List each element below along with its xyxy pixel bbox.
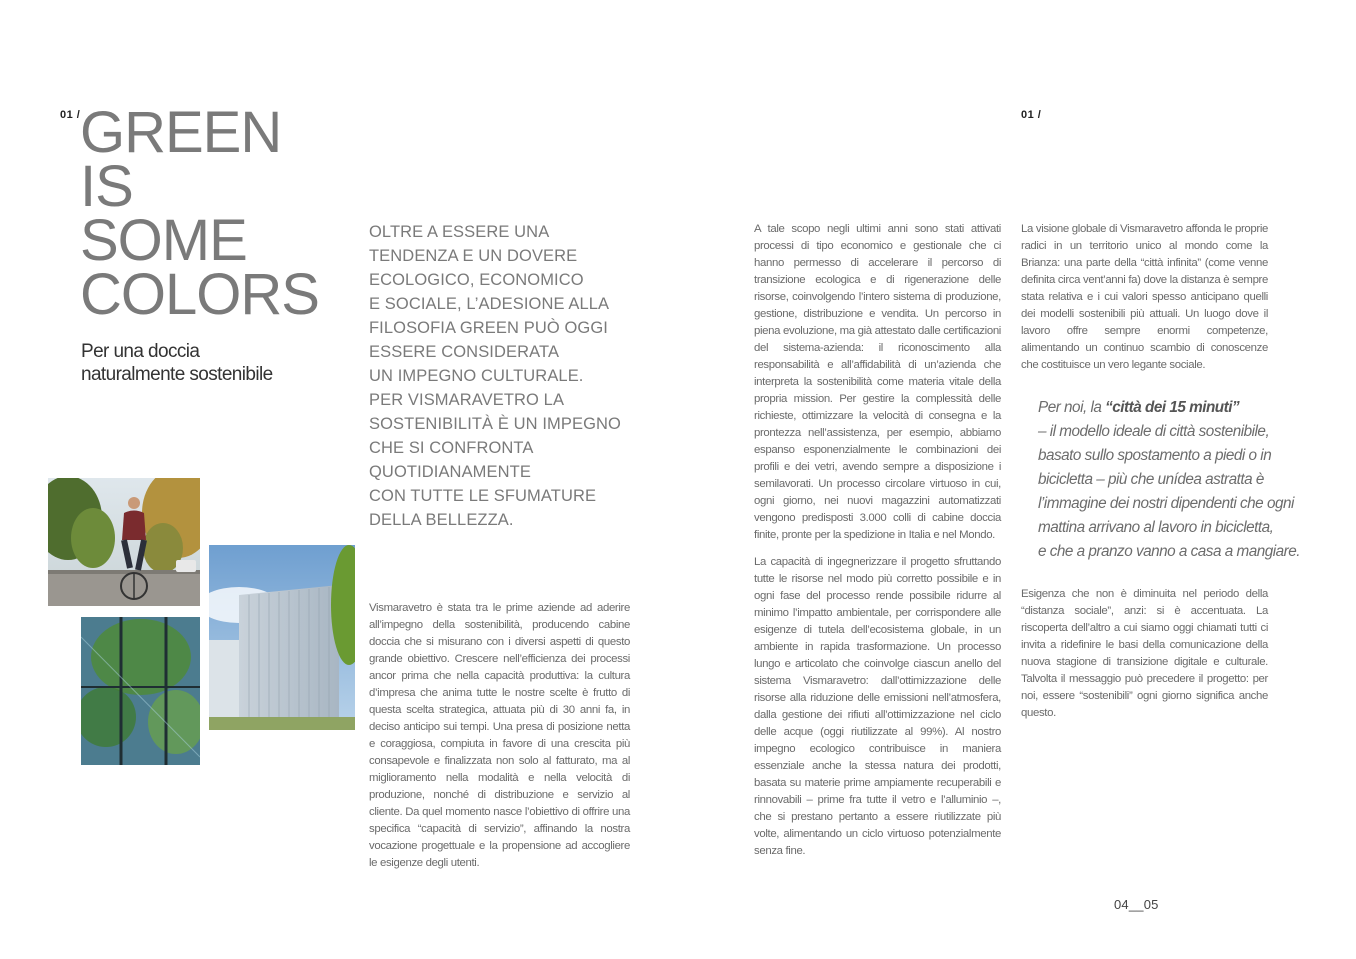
body-paragraph: A tale scopo negli ultimi anni sono stati attivati processi di tipo economico e gestionale che ci hanno permesso di accelerare il percorso di transizione ecologica e di rigenerazione delle risorse, coinvolgendo l’intero sistema di produzione, gestione, distribuzione e vendita. Un percorso in piena evoluzione, ma già attestato dalle certificazioni del sistema-azienda: il riconoscimento alla responsabilità e all’affidabilità di un’azienda che interpreta la sostenibilità come materia vitale della propria mission. Per gestire la complessità delle richieste, ottimizzare la velocità di consegna e la prontezza nell’assistenza, per esempio, abbiamo espanso esponenzialmente le combinazioni dei profili e dei vetri, avendo sempre a disposizione i semilavorati. Un processo circolare virtuoso in cui, ogni giorno, nei nuovi magazzini automatizzati vengono predisposti 3.000 colli di cabine doccia finite, pronte per la spedizione in Italia e nel Mondo.	[754, 223, 1001, 541]
lead-line: ECOLOGICO, ECONOMICO	[369, 271, 584, 289]
section-number-right: 01 /	[1021, 109, 1042, 121]
title-line: COLORS	[80, 262, 319, 327]
section-number-left: 01 /	[60, 109, 81, 121]
title-line: IS	[80, 154, 133, 219]
quote-line	[1038, 396, 1296, 420]
quote-line: basato sullo spostamento a piedi o in	[1038, 447, 1272, 464]
body-paragraph: La visione globale di Vismaravetro affonda le proprie radici in un territorio unico al mondo come la Brianza: una parte della “città infinita” (come venne definita circa vent’anni fa) dove la distanza è sempre stata relativa e i cui valori spesso anticipano quelli dei modelli sostenibili più attuali. Un luogo dove il lavoro offre sempre enormi competenze, alimentando un continuo scambio di conoscenze che costituisce un vero legante sociale.	[1021, 223, 1268, 371]
pull-quote	[1038, 396, 1300, 564]
quote-prefix: Per noi, la	[1038, 399, 1106, 416]
lead-line: QUOTIDIANAMENTE	[369, 463, 531, 481]
lead-line: CON TUTTE LE SFUMATURE	[369, 487, 597, 505]
lead-line: DELLA BELLEZZA.	[369, 511, 514, 529]
body-paragraph: Esigenza che non è diminuita nel periodo della “distanza sociale”, anzi: si è accentuata. La riscoperta dell’altro a cui siamo oggi chiamati tutti ci invita a ridefinire le basi della comunicazione della nuova stagione di transizione digitale e culturale. Talvolta il messaggio può precedere il progetto: per noi, essere “sostenibili” ogni giorno significa anche questo.	[1021, 588, 1268, 719]
quote-line: bicicletta – più che unídea astratta è	[1038, 471, 1264, 488]
right-column-2-bottom	[1021, 586, 1268, 732]
body-paragraph: Vismaravetro è stata tra le prime aziende ad aderire all’impegno della sostenibilità, producendo cabine doccia che si misurano con i diversi aspetti di questo grande obiettivo. Crescere nell’efficienza dei processi ancor prima che nella capacità produttiva: la cultura d’impresa che anima tutte le nostre scelte è frutto di questa scelta strategica, attuata più di 30 anni fa, in deciso anticipo sui tempi. Una presa di posizione netta e coraggiosa, compiuta in favore di una crescita più consapevole e finalizzata non solo al fatturato, ma al miglioramento nella modalità e nella velocità di produzione, nonché di distribuzione e servizio al cliente. Da quel momento nasce l’obiettivo di offrire una specifica “capacità di servizio”, affinando la nostra vocazione progettuale e la propensione ad accogliere le esigenze degli utenti.	[369, 602, 630, 869]
lead-line: TENDENZA E UN DOVERE	[369, 247, 578, 265]
right-column-2	[1021, 221, 1268, 384]
lead-paragraph	[369, 220, 669, 532]
lead-line: FILOSOFIA GREEN PUÒ OGGI	[369, 319, 608, 337]
quote-line: l’immagine dei nostri dipendenti che ogni	[1038, 495, 1294, 512]
lead-line: ESSERE CONSIDERATA	[369, 343, 560, 361]
quote-line: – il modello ideale di città sostenibile,	[1038, 423, 1270, 440]
title-line: SOME	[80, 208, 247, 273]
page-numbers: 04__05	[1114, 897, 1159, 912]
subtitle-line: Per una doccia	[81, 341, 200, 362]
lead-line: SOSTENIBILITÀ È UN IMPEGNO	[369, 415, 621, 433]
page-title	[80, 100, 340, 327]
lead-line: UN IMPEGNO CULTURALE.	[369, 367, 584, 385]
quote-line: e che a pranzo vanno a casa a mangiare.	[1038, 543, 1300, 560]
glass-facade-photo	[81, 617, 200, 765]
cyclist-photo	[48, 478, 200, 606]
lead-line: OLTRE A ESSERE UNA	[369, 223, 550, 241]
quote-bold: “città dei 15 minuti”	[1105, 399, 1240, 416]
right-column-1	[754, 221, 1001, 870]
intro-body-text	[369, 600, 630, 882]
lead-line: PER VISMARAVETRO LA	[369, 391, 565, 409]
translucent-building-photo	[209, 545, 355, 730]
subtitle	[81, 340, 341, 386]
title-line: GREEN	[80, 100, 282, 165]
subtitle-line: naturalmente sostenibile	[81, 364, 273, 385]
lead-line: CHE SI CONFRONTA	[369, 439, 534, 457]
lead-line: E SOCIALE, L’ADESIONE ALLA	[369, 295, 610, 313]
body-paragraph: La capacità di ingegnerizzare il progetto sfruttando tutte le risorse nel modo più corretto possibile e in ogni fase del processo rende possibile ridurre al minimo l’impatto ambientale, per corrispondere alle esigenze di tutela dell’ecosistema globale, in un ambiente in rapida trasformazione. Un processo lungo e articolato che coinvolge ciascun anello del sistema Vismaravetro: dall’ottimizzazione delle risorse alla riduzione delle emissioni nell’atmosfera, dalla gestione dei rifiuti all’ottimizzazione nel ciclo delle acque (oggi riutilizzate al 99%). Al nostro impegno ecologico contribuisce in maniera essenziale anche la stessa natura dei prodotti, basata su materie prime ampiamente recuperabili e rinnovabili – prime fra tutte il vetro e l’alluminio –, che si prestano pertanto a essere riutilizzate più volte, alimentando un ciclo virtuoso potenzialmente senza fine.	[754, 556, 1001, 857]
quote-line: mattina arrivano al lavoro in bicicletta,	[1038, 519, 1274, 536]
